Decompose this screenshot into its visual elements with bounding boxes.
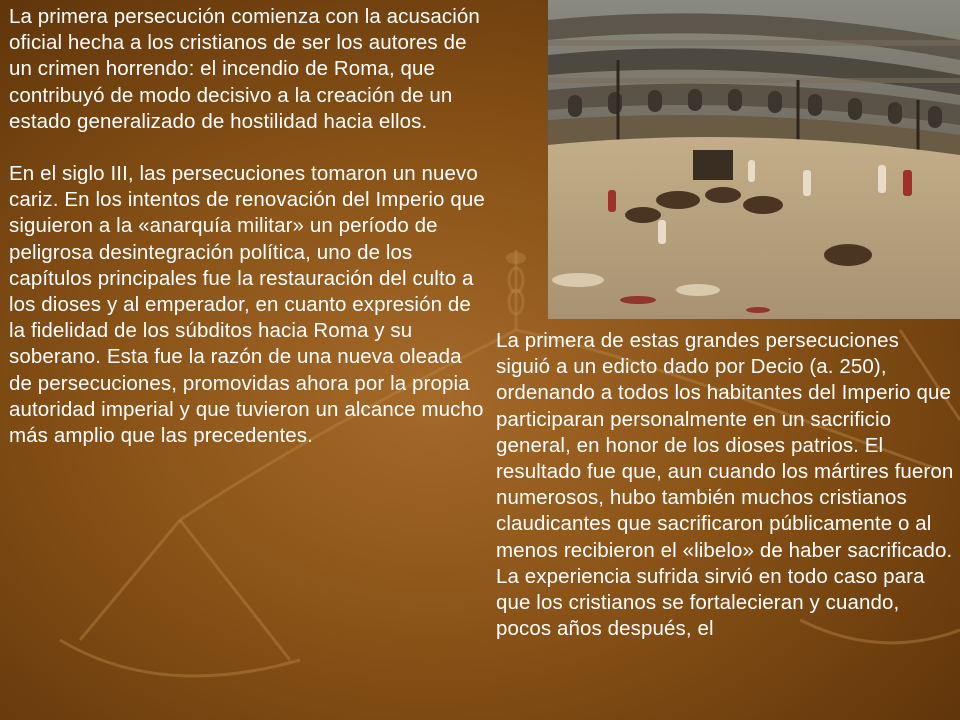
paragraph-decius-edict: La primera de estas grandes persecuciones siguió a un edicto dado por Decio (a. 250), ordenando a todos los habitantes del Imperio que participaran personalmente en un sacrificio general, en honor de los dioses patrios. El resultado fue que, aun cuando los mártires fueron numerosos, hubo también muchos cristianos claudicantes que sacrificaron públicamente o al menos recibieron el «libelo» de haber sacrificado. La experiencia sufrida sirvió en todo caso para que los cristianos se fortalecieran y cuando, pocos años después, el <box>496 329 954 641</box>
right-text-column <box>496 328 958 642</box>
arena-painting-illustration <box>548 0 960 319</box>
paragraph-first-persecution: La primera persecución comienza con la acusación oficial hecha a los cristianos de ser los autores de un crimen horrendo: el incendio de Roma, que contribuyó de modo decisivo a la creación de un estado generalizado de hostilidad hacia ellos. <box>9 5 480 133</box>
paragraph-third-century: En el siglo III, las persecuciones tomaron un nuevo cariz. En los intentos de renovación del Imperio que siguieron a la «anarquía militar» un período de peligrosa desintegración política, uno de los capítulos principales fue la restauración del culto a los dioses y al emperador, en cuanto expresión de la fidelidad de los súbditos hacia Roma y su soberano. Esta fue la razón de una nueva oleada de persecuciones, promovidas ahora por la propia autoridad imperial y que tuvieron un alcance mucho más amplio que las precedentes. <box>9 162 485 448</box>
left-text-column <box>9 4 487 449</box>
arena-painting-image <box>548 0 960 319</box>
